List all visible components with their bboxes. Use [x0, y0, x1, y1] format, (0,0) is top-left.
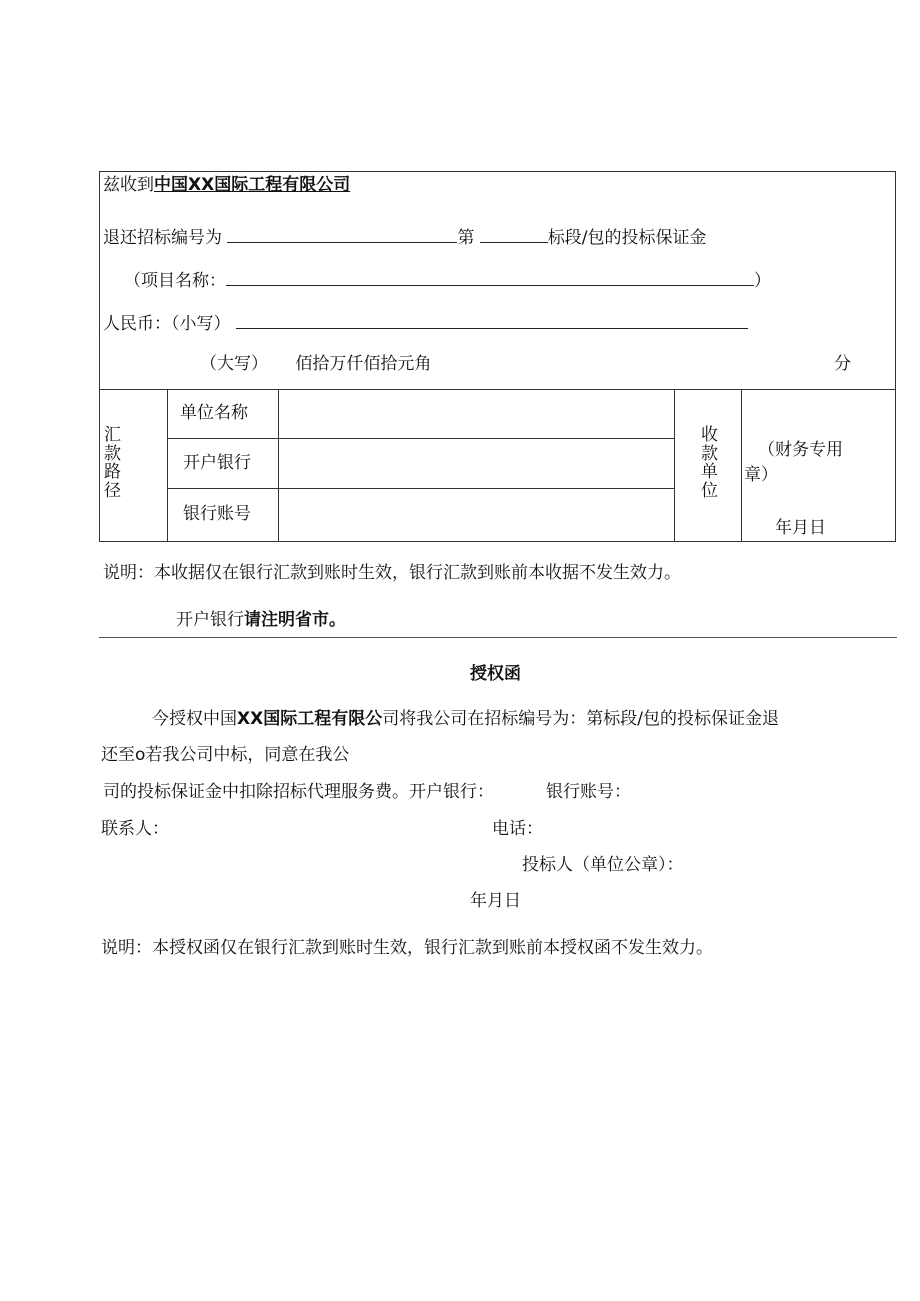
received-from-label: 兹收到 — [103, 175, 154, 195]
bank-field[interactable] — [279, 439, 674, 488]
account-label: 银行账号 — [183, 504, 251, 524]
project-name-label: （项目名称： — [124, 271, 226, 291]
project-name-blank — [226, 271, 754, 286]
unit-name-field[interactable] — [279, 390, 674, 438]
auth-date: 年月日 — [470, 891, 521, 911]
bidder-seal-label: 投标人（单位公章）： — [522, 855, 684, 875]
receipt-line-2 — [103, 228, 707, 247]
receipt-line-1 — [103, 177, 350, 194]
section-di-label: 第 — [457, 228, 475, 248]
seal-date: 年月日 — [775, 518, 826, 538]
rmb-uppercase-label: （大写） — [200, 354, 268, 374]
section-divider — [99, 637, 897, 638]
bid-bond-label: 标段/包的投标保证金 — [547, 228, 707, 248]
receipt-line-5 — [200, 356, 431, 373]
receipt-line-3 — [124, 271, 771, 290]
amount-lowercase-blank — [236, 314, 748, 329]
contact-label: 联系人： — [101, 819, 169, 839]
auth-paragraph-line3: 司的投标保证金中扣除招标代理服务费。开户银行： 银行账号： — [103, 782, 631, 802]
account-field[interactable] — [279, 489, 674, 541]
seal-text-line2: 章） — [744, 465, 778, 485]
seal-text-line1: （财务专用 — [758, 440, 843, 460]
receipt-note: 说明：本收据仅在银行汇款到账时生效，银行汇款到账前本收据不发生效力。 — [103, 563, 681, 583]
section-number-blank — [480, 228, 548, 243]
payee-unit-label: 收 款 单 位 — [701, 425, 718, 502]
company-name: 中国XX国际工程有限公司 — [154, 175, 351, 195]
rmb-lowercase-label: 人民币：（小写） — [103, 314, 231, 334]
fen-unit: 分 — [834, 354, 851, 374]
refund-label: 退还招标编号为 — [103, 228, 222, 248]
bank-label: 开户银行 — [183, 453, 251, 473]
authorization-note: 说明：本授权函仅在银行汇款到账时生效，银行汇款到账前本授权函不发生效力。 — [101, 938, 713, 958]
authorization-title: 授权函 — [470, 664, 521, 684]
phone-label: 电话： — [492, 819, 543, 839]
remit-path-label: 汇 款 路 径 — [104, 425, 121, 502]
uppercase-units: 佰拾万仟佰拾元角 — [295, 354, 432, 374]
auth-paragraph-line1: 今授权中国XX国际工程有限公司将我公司在招标编号为：第标段/包的投标保证金退 — [152, 709, 779, 729]
auth-paragraph-line2: 还至o若我公司中标，同意在我公 — [101, 745, 350, 765]
bank-note: 开户银行请注明省市。 — [176, 610, 346, 630]
unit-name-label: 单位名称 — [180, 403, 248, 423]
project-name-close: ） — [754, 271, 771, 291]
tender-number-blank — [227, 228, 457, 243]
receipt-line-4 — [103, 314, 748, 333]
